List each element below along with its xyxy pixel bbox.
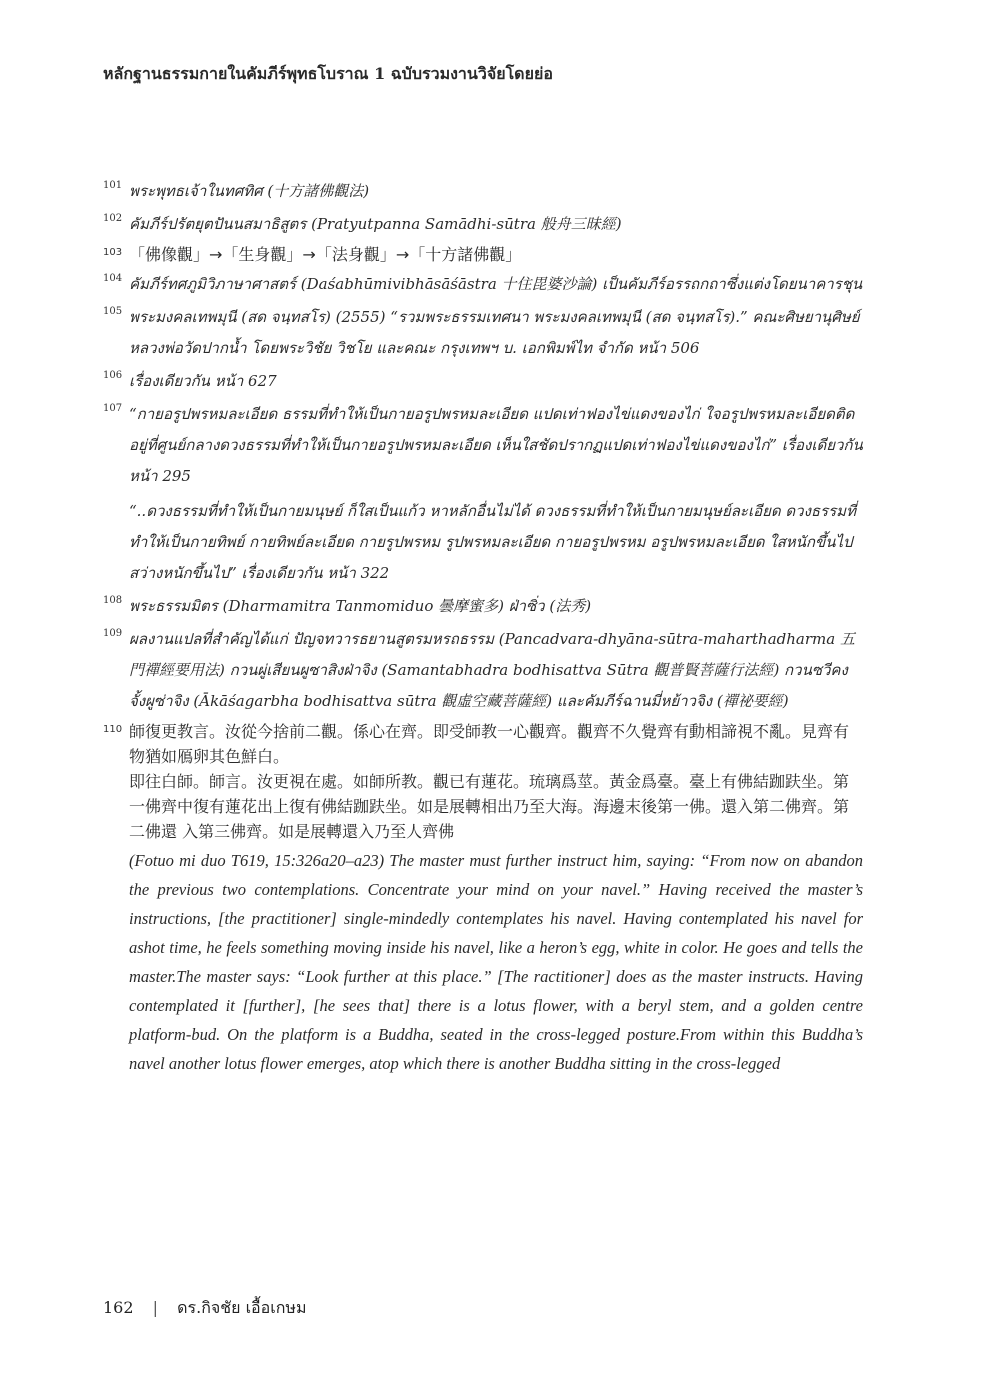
footnote-106 bbox=[103, 366, 863, 397]
footnote-text: เรื่องเดียวกัน หน้า 627 bbox=[129, 372, 277, 390]
footnote-number: 101 bbox=[103, 180, 123, 191]
footnote-text: พระธรรมมิตร (Dharmamitra Tanmomiduo 曇摩蜜多) ฝ่าซิ่ว (法秀) bbox=[129, 597, 592, 615]
page-footer bbox=[103, 1296, 307, 1321]
footnote-109 bbox=[103, 624, 863, 717]
footnote-continuation: “..ดวงธรรมที่ทำให้เป็นกายมนุษย์ ก็ใสเป็นแก้ว หาหลักอื่นไม่ได้ ดวงธรรมที่ทำให้เป็นกายมนุษย์ละเอียด ดวงธรรมที่ทำให้เป็นกายทิพย์ กายทิพย์ละเอียด กายรูปพรหม รูปพรหมละเอียด กายอรูปพรหม อรูปพรหมละเอียด ใสหนักขึ้นไป สว่างหนักขึ้นไป” เรื่องเดียวกัน หน้า 322 bbox=[129, 502, 856, 582]
footnote-103 bbox=[103, 242, 863, 267]
footnote-101 bbox=[103, 176, 863, 207]
footnote-number: 103 bbox=[103, 247, 123, 258]
footnote-number: 105 bbox=[103, 306, 123, 317]
footnote-text: คัมภีร์ทศภูมิวิภาษาศาสตร์ (Daśabhūmivibhāsāśāstra 十住毘婆沙論) เป็นคัมภีร์อรรถกถาซึ่งแต่งโดยนาคารชุน bbox=[129, 275, 863, 293]
footnote-number: 109 bbox=[103, 628, 123, 639]
footnote-text: พระพุทธเจ้าในทศทิศ (十方諸佛觀法) bbox=[129, 182, 370, 200]
chinese-quote-part-1: 師復更教言。汝從今捨前二觀。係心在齊。即受師教一心觀齊。觀齊不久覺齊有動相諦視不亂。見齊有物猶如鴈卵其色鮮白。 bbox=[129, 722, 850, 766]
author-name: ดร.กิจชัย เอื้อเกษม bbox=[177, 1298, 307, 1317]
footnote-text: คัมภีร์ปรัตยุตปันนสมาธิสูตร (Pratyutpanna Samādhi-sūtra 般舟三昧經) bbox=[129, 215, 622, 233]
footnote-102 bbox=[103, 209, 863, 240]
footnote-108 bbox=[103, 591, 863, 622]
footnote-number: 108 bbox=[103, 595, 123, 606]
footnote-110 bbox=[103, 719, 863, 1078]
footer-separator: | bbox=[152, 1298, 159, 1317]
footnote-text: “กายอรูปพรหมละเอียด ธรรมที่ทำให้เป็นกายอรูปพรหมละเอียด แปดเท่าฟองไข่แดงของไก่ ใจอรูปพรหมละเอียดติดอยู่ที่ศูนย์กลางดวงธรรมที่ทำให้เป็นกายอรูปพรหมละเอียด เห็นใสชัดปรากฏแปดเท่าฟองไข่แดงของไก่” เรื่องเดียวกัน หน้า 295 bbox=[129, 405, 863, 485]
footnote-number: 104 bbox=[103, 273, 123, 284]
footnote-text: ผลงานแปลที่สำคัญได้แก่ ปัญจทวารธยานสูตรมหรถธรรม (Pancadvara-dhyāna-sūtra-maharthadharma 五門禪經要用法) กวนผู่เสียนผูซาสิงฝ่าจิง (Samantabhadra bodhisattva Sūtra 觀普賢菩薩行法經) กวนซวีคงจั้งผูซ่าจิง (Ākāśagarbha bodhisattva sūtra 觀虛空藏菩薩經) และคัมภีร์ฉานมี่หย้าวจิง (禪祕要經) bbox=[129, 630, 855, 710]
footnote-text: พระมงคลเทพมุนี (สด จนฺทสโร) (2555) “รวมพระธรรมเทศนา พระมงคลเทพมุนี (สด จนฺทสโร).” คณะศิษยานุศิษย์หลวงพ่อวัดปากน้ำ โดยพระวิชัย วิชโย และคณะ กรุงเทพฯ บ. เอกพิมพ์ไท จำกัด หน้า 506 bbox=[129, 308, 860, 357]
running-header: หลักฐานธรรมกายในคัมภีร์พุทธโบราณ 1 ฉบับรวมงานวิจัยโดยย่อ bbox=[103, 64, 553, 83]
page-number: 162 bbox=[103, 1298, 134, 1317]
footnote-104 bbox=[103, 269, 863, 300]
footnote-number: 110 bbox=[103, 724, 123, 735]
english-translation: (Fotuo mi duo T619, 15:326a20–a23) The master must further instruct him, saying: “From now on abandon the previous two contemplations. Concentrate your mind on your navel.” Having received the master’s instructions, [the practitioner] single-mindedly contemplates his navel. Having contemplated his navel for ashot time, he feels something moving inside his navel, like a heron’s egg, white in color. He goes and tells the master.The master says: “Look further at this place.” [The ractitioner] does as the master instructs. Having contemplated it [further], [he sees that] there is a lotus flower, with a beryl stem, and a golden centre platform-bud. On the platform is a Buddha, seated in the cross-legged posture.From within this Buddha’s navel another lotus flower emerges, atop which there is another Buddha sitting in the cross-legged bbox=[129, 851, 863, 1073]
footnote-number: 102 bbox=[103, 213, 123, 224]
footnote-number: 106 bbox=[103, 370, 123, 381]
footnote-107 bbox=[103, 399, 863, 589]
footnote-text: 「佛像觀」→「生身觀」→「法身觀」→「十方諸佛觀」 bbox=[129, 245, 522, 264]
footnotes bbox=[103, 176, 863, 1078]
footnote-number: 107 bbox=[103, 403, 123, 414]
chinese-quote-part-2: 即往白師。師言。汝更視在處。如師所教。觀已有蓮花。琉璃爲莖。黃金爲臺。臺上有佛結跏趺坐。第一佛齊中復有蓮花出上復有佛結跏趺坐。如是展轉相出乃至大海。海邊末後第一佛。還入第二佛齊。第二佛還 入第三佛齊。如是展轉還入乃至人齊佛 bbox=[129, 772, 850, 841]
footnote-105 bbox=[103, 302, 863, 364]
